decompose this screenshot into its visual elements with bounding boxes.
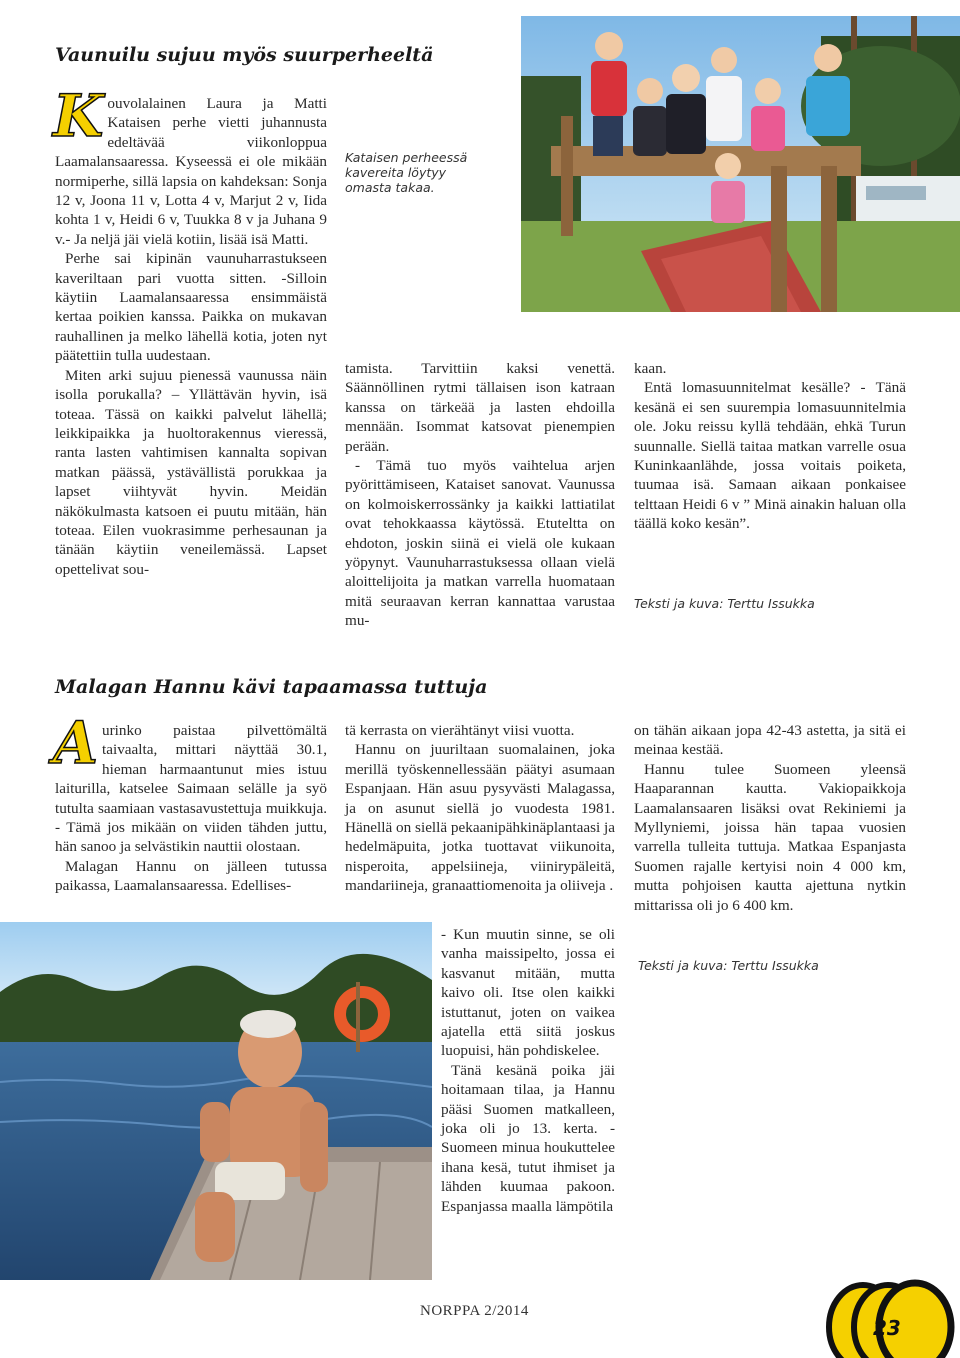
article2-paragraph: - Kun muutin sinne, se oli vanha maissipelto, jossa ei kasvanut mitään, mutta kaivo oli. Itse olen kaikki istuttanut, joten on vaikea ajatella että siitä joskus luopuisi, hän pohdiskelee. <box>441 926 615 1060</box>
hannu-photo <box>0 922 432 1280</box>
article1-paragraph: Kouvolalainen Laura ja Matti Kataisen perhe vietti juhannusta edeltävää viikonloppua Laamalansaaressa. Kyseessä ei ole mikään normiperhe, sillä lapsia on kahdeksan: Sonja 12 v, Joona 11 v, Lotta 4 v, Marjut 2 v, Iida kohta 1 v, Heidi 6 v, Tuukka 8 v ja Juhana 9 v.- Ja neljä jäi vielä kotiin, lisää isä Matti. <box>53 82 327 248</box>
article2-dropcap: A <box>53 709 99 777</box>
article1-paragraph: kaan. <box>634 360 667 377</box>
article2-paragraph: Hannu on juuriltaan suomalainen, joka merillä työskennellessään päätyi asumaan Espanjaan. Hän asuu pysyvästi Malagassa, ja on asunut siellä jo vuodesta 1981. Hänellä on siellä pekaanipähkinäplantaasi ja hedelmäpuita, jotka tuottavat viikunoita, nisperoita, appelsiineja, viinirypäleitä, mandariineja, granaattiomenoita ja oliiveja . <box>345 741 615 895</box>
page-number: 23 <box>873 1316 901 1340</box>
article1-credit: Teksti ja kuva: Terttu Issukka <box>634 596 815 611</box>
article2-credit: Teksti ja kuva: Terttu Issukka <box>638 958 819 973</box>
family-photo <box>521 16 960 312</box>
article1-paragraph: tamista. Tarvittiin kaksi venettä. Säännöllinen rytmi tällaisen ison katraan kanssa on tärkeää ja lasten ehdoilla mennään. Isommat katsovat pienempien perään. <box>345 360 615 455</box>
family-photo-image <box>521 16 960 312</box>
article2-column-3 <box>634 721 906 915</box>
article2-paragraph: tä kerrasta on vierähtänyt viisi vuotta. <box>345 722 575 739</box>
article1-paragraph: - Tämä tuo myös vaihtelua arjen pyörittämiseen, Kataiset sanovat. Vaunussa on kolmoiskerrossänky ja kaikki lattiatilat ovat tehokkaassa käytössä. Etuteltta on ehdoton, joskin siinä ei vielä ole kukaan yöpynyt. Vaunuharrastuksessa ollaan vielä aloittelijoita ja matkan varrella huomataan mitä seuraavan kerran kannattaa varustaa mu- <box>345 457 615 630</box>
article1-column-2 <box>345 359 615 631</box>
article2-paragraph: Malagan Hannu on jälleen tutussa paikassa, Laamalansaaressa. Edellises- <box>55 857 327 895</box>
article2-paragraph: Hannu tulee Suomeen yleensä Haaparannan kautta. Vakiopaikkoja Laamalansaaren lisäksi ovat Rekiniemi ja Myllyniemi, joissa hän tapaa vuosien varrella tulleita tuttuja. Matkaa Espanjasta Suomen rajalle kertyisi noin 4 000 km, mutta pohjoisen kautta ajettuna nytkin mittarissa oli jo 6 400 km. <box>634 760 906 914</box>
page-number-ring-graphic <box>818 1265 960 1358</box>
article1-column-3 <box>634 359 906 534</box>
article2-headline: Malagan Hannu kävi tapaamassa tuttuja <box>55 676 488 698</box>
article1-headline: Vaunuilu sujuu myös suurperheeltä <box>55 44 434 66</box>
article2-paragraph: on tähän aikaan jopa 42-43 astetta, ja sitä ei meinaa kestää. <box>634 722 906 759</box>
hannu-photo-image <box>0 922 432 1280</box>
article1-column-1 <box>53 82 327 579</box>
family-photo-caption: Kataisen perheessä kavereita löytyy omasta takaa. <box>345 150 468 195</box>
magazine-issue: NORPPA 2/2014 <box>420 1303 529 1319</box>
article2-paragraph: Aurinko paistaa pilvettömältä taivaalta, mittari näyttää 30.1, hieman harmaantunut mies istuu laiturilla, katselee Saimaan selälle ja syö tutulta saamiaan vastasavustettuja muikkuja. - Tämä jos mikään on viiden tähden juttu, hän sanoo ja selvästikin nauttii olostaan. <box>53 709 327 856</box>
article2-column-1 <box>53 709 327 896</box>
article2-paragraph: Tänä kesänä poika jäi hoitamaan tilaa, ja Hannu pääsi Suomen matkalleen, joka oli jo 13. kerta. - Suomeen minua houkuttelee ihana kesä, tutut ihmiset ja lähden kuumaa pakoon. Espanjassa maalla lämpötila <box>441 1061 615 1215</box>
article1-dropcap: K <box>53 82 104 150</box>
article2-column-2b <box>441 925 615 1216</box>
article1-paragraph: Perhe sai kipinän vaunuharrastukseen kaveriltaan pari vuotta sitten. -Silloin käytiin Laamalansaaressa ensimmäistä kertaa poikien kanssa. Paikka on mukavan rauhallinen ja melko lähellä kotia, joten nyt päätettiin tulla uudestaan. <box>55 250 327 365</box>
article1-paragraph: Miten arki sujuu pienessä vaunussa näin isolla porukalla? – Yllättävän hyvin, isä toteaa. Tässä on kaikki palvelut lähellä; leikkipaikka ja huoltorakennus vieressä, ranta lasten vahtimisen kannalta sopivan matkan päässä, ystävällistä porukkaa ja lapset viihtyvät hyvin. Meidän näkökulmasta katsoen ei puutu mitään, hän toteaa. Eilen vuokrasimme perhesaunan ja tänään käytiin veneilemässä. Lapset opettelivat sou- <box>55 366 327 578</box>
article2-column-2 <box>345 721 615 896</box>
article1-paragraph: Entä lomasuunnitelmat kesälle? - Tänä kesänä ei sen suurempia lomasuunnitelmia ole. Joku reissu kyllä tehdään, ehkä Turun suunnalle. Siellä taitaa matkan varrelle osua Kuninkaanlähde, jossa voitais poiketa, tuumaa isä. Samaan aikaan ponkaisee telttaan Heidi 6 v ” Minä ainakin haluan olla täällä koko kesän”. <box>634 379 906 533</box>
